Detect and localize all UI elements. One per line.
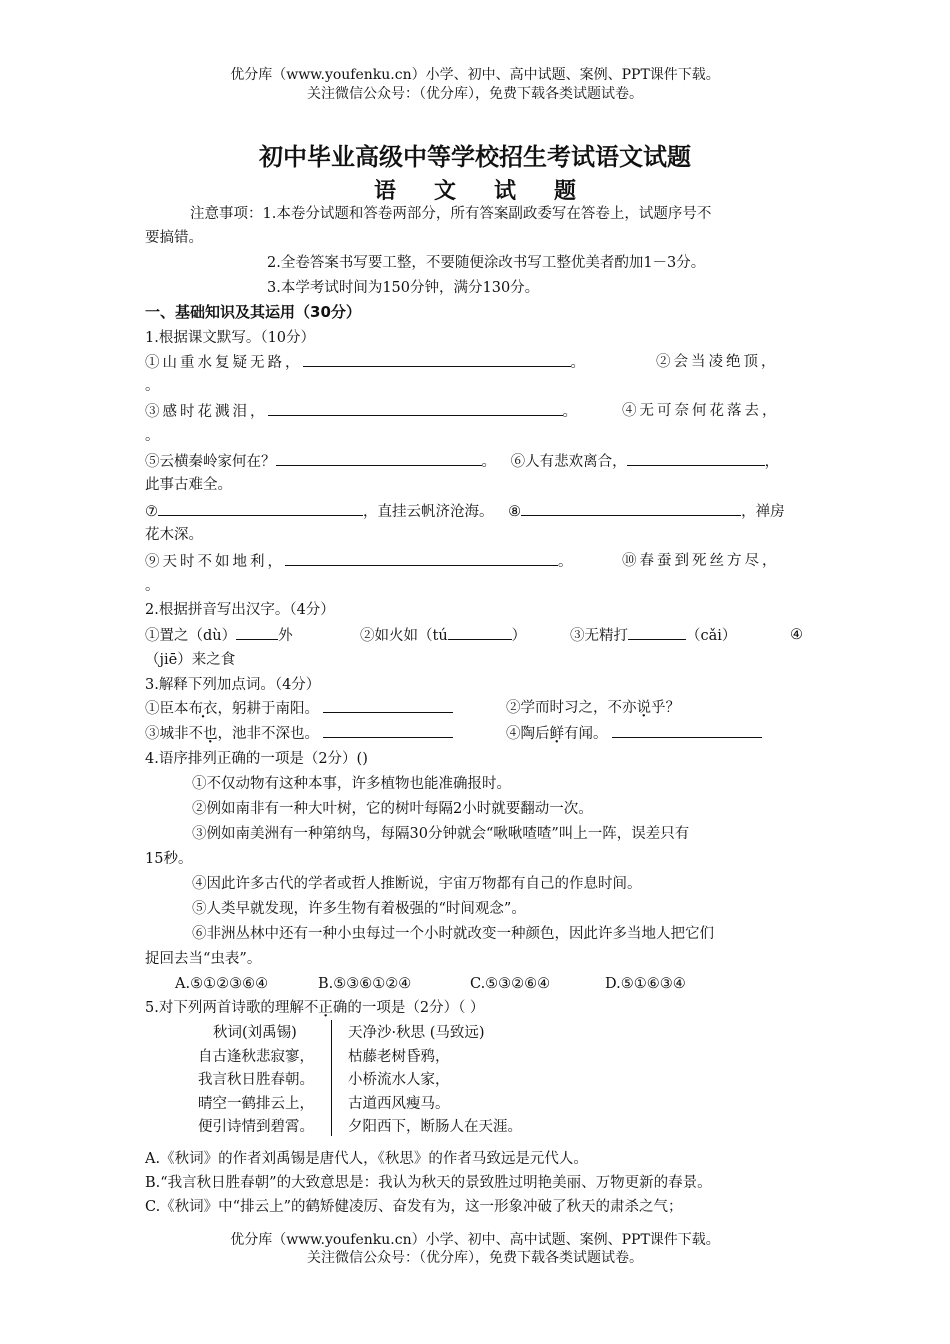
q2-item-3: ③无精打 （cǎi）	[570, 625, 770, 646]
answer-blank[interactable]	[627, 451, 765, 466]
poem-qiusi: 天净沙·秋思 (马致远) 枯藤老树昏鸦， 小桥流水人家， 古道西风瘦马。 夕阳西下，断肠人在天涯。	[348, 1025, 522, 1135]
q4-option-a[interactable]: A.⑤①②③⑥④	[175, 976, 269, 992]
q5-option-c[interactable]: C.《秋词》中“排云上”的鹤矫健凌厉、奋发有为，这一形象冲破了秋天的肃杀之气；	[145, 1199, 683, 1215]
q1-item-4: ④无可奈何花落去，	[622, 403, 780, 419]
q1-item-3: ③感时花溅泪，	[145, 404, 268, 420]
q3-item-1: ①臣本布衣，躬耕于南阳。	[145, 698, 485, 719]
q1-row-1-end: 。	[145, 378, 160, 394]
answer-blank[interactable]	[323, 698, 453, 713]
q1-item-2: ②会当凌绝顶，	[656, 354, 779, 370]
q4-sentence-2: ②例如南非有一种大叶树，它的树叶每隔2小时就要翻动一次。	[192, 801, 593, 817]
notice-3: 3.本学考试时间为150分钟，满分130分。	[267, 280, 540, 296]
q3-item-4: ④陶后鲜有闻。	[506, 723, 806, 744]
q1-item-10: ⑩春蚕到死丝方尽，	[622, 553, 780, 569]
poem-divider	[331, 1020, 332, 1136]
q2-item-4-cont: （jiē）来之食	[145, 652, 236, 668]
q1-item-6-cont: 此事古难全。	[145, 477, 232, 493]
q1-stem: 1.根据课文默写。（10分）	[145, 330, 316, 346]
q2-item-2: ②如火如（tú ）	[360, 625, 560, 646]
q4-stem: 4.语序排列正确的一项是（2分）()	[145, 751, 368, 767]
answer-blank[interactable]	[236, 625, 278, 640]
q4-sentence-6: ⑥非洲丛林中还有一种小虫每过一个小时就改变一种颜色，因此许多当地人把它们	[192, 926, 714, 942]
q1-row-5-end: 。	[145, 578, 160, 594]
q5-option-b[interactable]: B.“我言秋日胜春朝”的大致意思是：我认为秋天的景致胜过明艳美丽、万物更新的春景。	[145, 1175, 712, 1191]
answer-blank[interactable]	[276, 451, 482, 466]
q4-option-c[interactable]: C.⑤③②⑥④	[470, 976, 551, 992]
q1-item-5: ⑤云横秦岭家何在？	[145, 454, 276, 470]
q1-row-1: ①山重水复疑无路， 。	[145, 352, 810, 373]
footer-line-1: 优分库（www.youfenku.cn）小学、初中、高中试题、案例、PPT课件下载。	[230, 1232, 720, 1248]
q4-option-d[interactable]: D.⑤①⑥③④	[605, 976, 686, 992]
q1-row-2-end: 。	[145, 428, 160, 444]
q1-item-9: ⑨天时不如地利，	[145, 554, 285, 570]
q1-item-8: ⑧	[508, 504, 522, 520]
q3-stem: 3.解释下列加点词。（4分）	[145, 677, 321, 693]
header-line-2: 关注微信公众号：（优分库），免费下载各类试题试卷。	[307, 86, 643, 102]
q1-row-4: ⑦ ，直挂云帆济沧海。 ⑧ ，禅房	[145, 501, 810, 522]
poem-qiuci: 秋词(刘禹锡) 自古逢秋悲寂寥， 我言秋日胜春朝。 晴空一鹤排云上， 便引诗情到碧霄。	[198, 1025, 314, 1135]
q3-item-3: ③城非不也，池非不深也。	[145, 723, 485, 744]
q1-item-8-cont: 花木深。	[145, 527, 203, 543]
footer-line-2: 关注微信公众号：（优分库），免费下载各类试题试卷。	[307, 1250, 643, 1266]
q1-row-5: ⑨天时不如地利， 。	[145, 551, 810, 572]
q4-sentence-6-cont: 捉回去当“虫表”。	[145, 951, 262, 967]
q2-row: ①置之（dù） 外	[145, 625, 810, 646]
q1-item-1: ①山重水复疑无路，	[145, 355, 303, 371]
answer-blank[interactable]	[612, 723, 762, 738]
q1-item-7: ⑦	[145, 504, 158, 520]
answer-blank[interactable]	[268, 401, 563, 416]
q4-sentence-3-cont: 15秒。	[145, 851, 193, 867]
answer-blank[interactable]	[521, 501, 741, 516]
page-title: 初中毕业高级中等学校招生考试语文试题	[259, 143, 691, 171]
answer-blank[interactable]	[285, 551, 558, 566]
header-line-1: 优分库（www.youfenku.cn）小学、初中、高中试题、案例、PPT课件下载。	[230, 67, 720, 83]
q4-sentence-4: ④因此许多古代的学者或哲人推断说，宇宙万物都有自己的作息时间。	[192, 876, 642, 892]
section-heading: 一、基础知识及其运用（30分）	[145, 303, 361, 321]
answer-blank[interactable]	[448, 625, 512, 640]
q1-row-3: ⑤云横秦岭家何在？ 。 ⑥人有悲欢离合， ，	[145, 451, 810, 472]
q2-item-4: ④	[790, 627, 803, 643]
answer-blank[interactable]	[158, 501, 363, 516]
page-subtitle: 语文试题	[373, 179, 614, 204]
q2-item-1: ①置之（dù）	[145, 628, 237, 644]
q4-sentence-1: ①不仅动物有这种本事，许多植物也能准确报时。	[192, 776, 511, 792]
q5-stem: 5.对下列两首诗歌的理解不正确的一项是（2分）（ ）	[145, 1000, 485, 1016]
answer-blank[interactable]	[628, 625, 686, 640]
q1-row-2: ③感时花溅泪， 。	[145, 401, 810, 422]
q3-item-2: ②学而时习之，不亦说乎？	[506, 700, 680, 716]
q5-option-a[interactable]: A.《秋词》的作者刘禹锡是唐代人，《秋思》的作者马致远是元代人。	[145, 1151, 588, 1167]
answer-blank[interactable]	[303, 352, 571, 367]
q1-item-6: ⑥人有悲欢离合，	[510, 454, 627, 470]
answer-blank[interactable]	[323, 723, 453, 738]
notice-2: 2.全卷答案书写要工整，不要随便涂改书写工整优美者酌加1－3分。	[267, 255, 706, 271]
q4-sentence-5: ⑤人类早就发现，许多生物有着极强的“时间观念”。	[192, 901, 526, 917]
q4-option-b[interactable]: B.⑤③⑥①②④	[318, 976, 412, 992]
q2-stem: 2.根据拼音写出汉字。（4分）	[145, 602, 335, 618]
notice-1: 注意事项：1.本卷分试题和答卷两部分，所有答案副政委写在答卷上，试题序号不	[190, 206, 712, 222]
q4-sentence-3: ③例如南美洲有一种第纳鸟，每隔30分钟就会“啾啾喳喳”叫上一阵，误差只有	[192, 826, 690, 842]
notice-1-cont: 要搞错。	[145, 230, 203, 246]
